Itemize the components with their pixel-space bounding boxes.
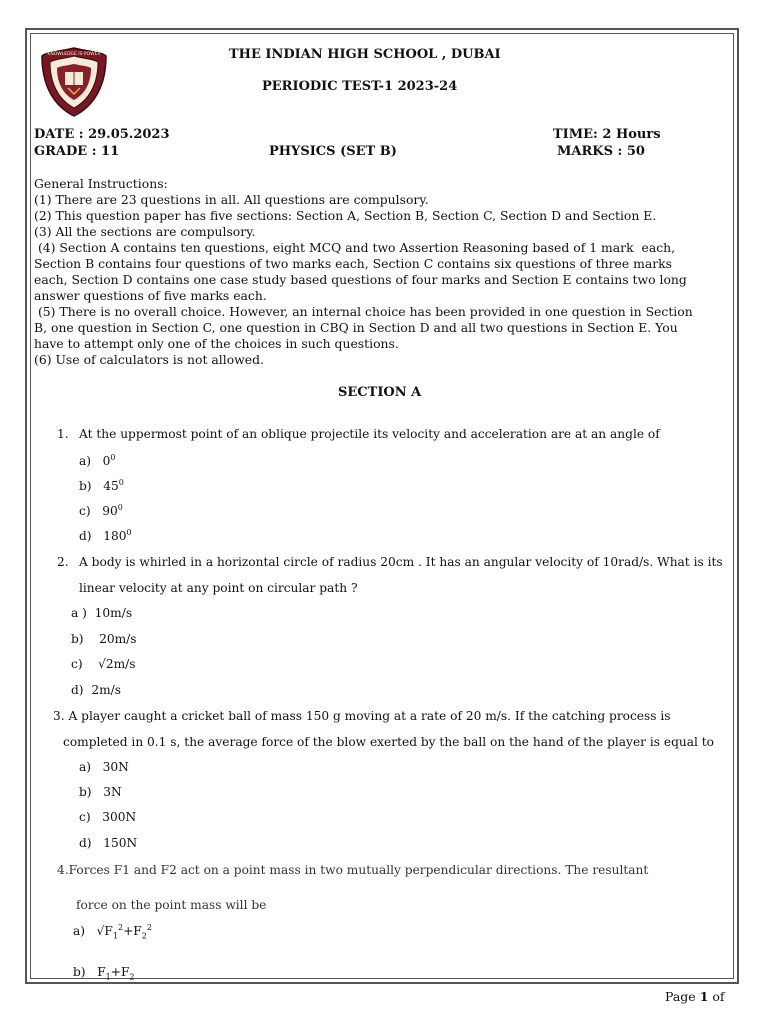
instruction-line: (2) This question paper has five sections: Section A, Section B, Section C, Section D and Section E. xyxy=(34,208,657,223)
instruction-line: B, one question in Section C, one question in CBQ in Section D and all two questions in Section E. You xyxy=(34,320,678,335)
option-label: c) xyxy=(79,810,91,824)
instruction-line: have to attempt only one of the choices in such questions. xyxy=(34,336,399,351)
option-value: 2m/s xyxy=(91,683,121,697)
option-label: a) xyxy=(79,760,92,774)
q1-option-c xyxy=(79,504,123,518)
subject: PHYSICS (SET B) xyxy=(269,144,397,159)
logo-motto: KNOWLEDGE IS POWER xyxy=(47,52,101,57)
option-value: 3N xyxy=(103,785,122,799)
option-label: a ) xyxy=(71,606,87,620)
school-logo xyxy=(38,46,110,118)
question-2-number: 2. xyxy=(57,555,69,569)
option-value: 90 xyxy=(102,504,118,518)
q4-option-b xyxy=(73,965,135,982)
option-formula: $√F_1^2+F_2^2$ xyxy=(96,922,152,941)
option-label: a) xyxy=(79,454,92,468)
instruction-line: General Instructions: xyxy=(34,176,168,191)
q3-option-d xyxy=(79,836,137,850)
option-label: a) xyxy=(73,924,86,938)
q1-option-b xyxy=(79,479,124,493)
instruction-line: (6) Use of calculators is not allowed. xyxy=(34,352,264,367)
degree-sup: 0 xyxy=(126,527,132,537)
instruction-line: answer questions of five marks each. xyxy=(34,288,267,303)
option-value: 20m/s xyxy=(99,632,137,646)
question-2-line-2: linear velocity at any point on circular path ? xyxy=(79,581,358,595)
q1-option-a xyxy=(79,454,116,468)
q2-option-a xyxy=(71,606,132,620)
page-footer xyxy=(665,989,725,1004)
instruction-line: each, Section D contains one case study based questions of four marks and Section E contains two long xyxy=(34,272,687,287)
option-label: d) xyxy=(79,529,92,543)
option-value: 0 xyxy=(102,454,111,468)
option-label: b) xyxy=(73,965,86,979)
q1-option-d xyxy=(79,529,132,543)
option-value: 300N xyxy=(102,810,137,824)
option-value: 150N xyxy=(103,836,138,850)
of-word: of xyxy=(708,989,725,1004)
q4-option-a xyxy=(73,922,152,941)
option-label: c) xyxy=(71,657,83,671)
q3-option-b xyxy=(79,785,122,799)
q3-option-a xyxy=(79,760,129,774)
option-label: b) xyxy=(71,632,84,646)
option-label: b) xyxy=(79,785,92,799)
option-formula: $F_1+F_2$ xyxy=(97,965,135,982)
grade: GRADE : 11 xyxy=(34,144,120,159)
option-label: c) xyxy=(79,504,91,518)
degree-sup: 0 xyxy=(118,477,124,487)
option-label: b) xyxy=(79,479,92,493)
question-4-line-1: 4.Forces F1 and F2 act on a point mass in two mutually perpendicular directions. The resultant xyxy=(57,863,649,877)
option-value: 45 xyxy=(103,479,119,493)
instruction-line: (5) There is no overall choice. However, an internal choice has been provided in one question in Section xyxy=(34,304,693,319)
exam-time: TIME: 2 Hours xyxy=(553,127,661,142)
general-instructions xyxy=(34,176,693,368)
option-value: 30N xyxy=(102,760,129,774)
option-value: √2m/s xyxy=(98,657,136,671)
page-word: Page xyxy=(665,989,700,1004)
instruction-line: (3) All the sections are compulsory. xyxy=(34,224,256,239)
school-name: THE INDIAN HIGH SCHOOL , DUBAI xyxy=(229,47,501,62)
option-label: d) xyxy=(79,836,92,850)
instruction-line: (4) Section A contains ten questions, eight MCQ and two Assertion Reasoning based of 1 mark each, xyxy=(34,240,676,255)
instruction-line: (1) There are 23 questions in all. All questions are compulsory. xyxy=(34,192,429,207)
option-value: 10m/s xyxy=(94,606,133,620)
question-1-number: 1. xyxy=(57,427,69,441)
question-2-line-1: A body is whirled in a horizontal circle of radius 20cm . It has an angular velocity of 10rad/s. What is its xyxy=(79,555,723,569)
q2-option-d xyxy=(71,683,121,697)
degree-sup: 0 xyxy=(110,452,116,462)
question-3-line-2: completed in 0.1 s, the average force of the blow exerted by the ball on the hand of the player is equal to xyxy=(63,735,715,749)
option-value: 180 xyxy=(103,529,127,543)
test-title: PERIODIC TEST-1 2023-24 xyxy=(262,79,458,94)
question-4-line-2: force on the point mass will be xyxy=(76,898,267,912)
question-1-text: At the uppermost point of an oblique projectile its velocity and acceleration are at an angle of xyxy=(79,427,660,441)
exam-date: DATE : 29.05.2023 xyxy=(34,127,170,142)
question-3-line-1: 3. A player caught a cricket ball of mass 150 g moving at a rate of 20 m/s. If the catching process is xyxy=(53,709,671,723)
option-label: d) xyxy=(71,683,84,697)
section-title: SECTION A xyxy=(338,385,422,400)
page-number: 1 xyxy=(699,989,709,1004)
q2-option-b xyxy=(71,632,137,646)
degree-sup: 0 xyxy=(117,502,123,512)
total-marks: MARKS : 50 xyxy=(557,144,645,159)
q3-option-c xyxy=(79,810,136,824)
instruction-line: Section B contains four questions of two marks each, Section C contains six questions of three marks xyxy=(34,256,673,271)
q2-option-c xyxy=(71,657,136,671)
